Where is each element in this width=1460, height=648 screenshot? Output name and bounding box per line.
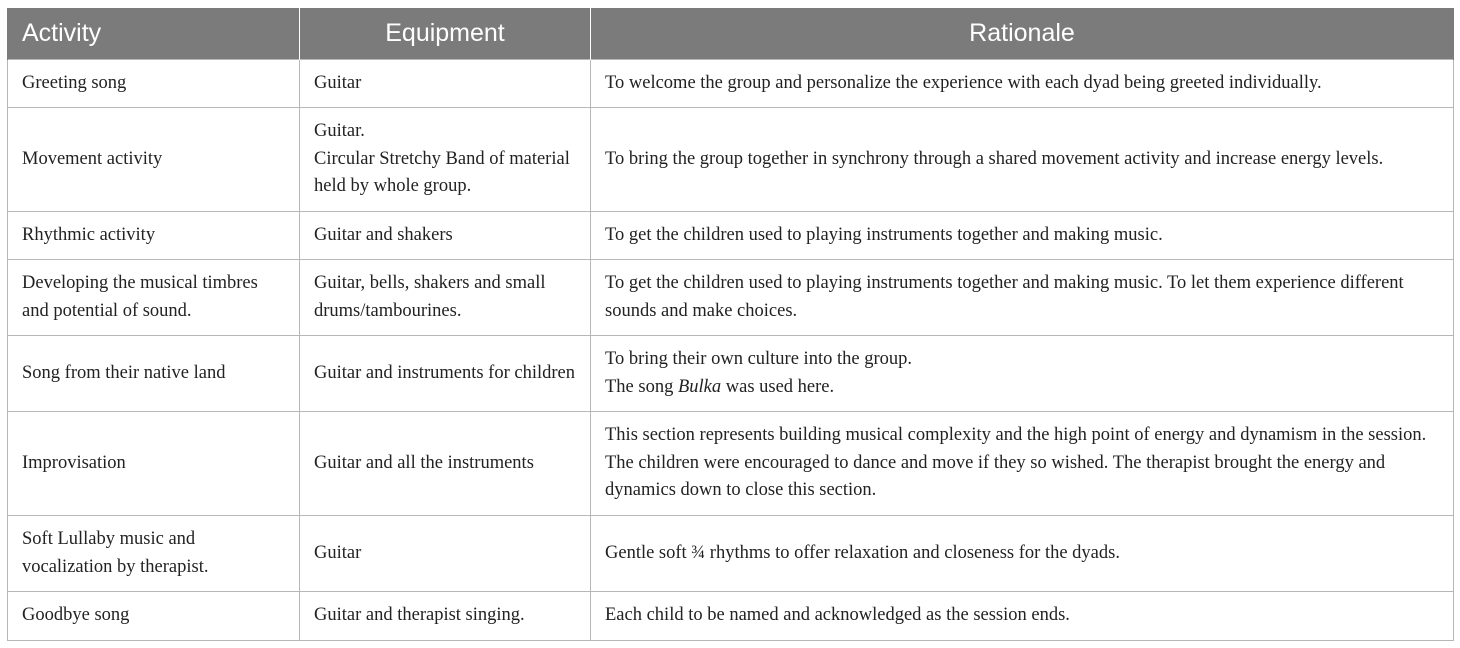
header-row bbox=[8, 8, 1454, 60]
activity-cell: Goodbye song bbox=[8, 592, 300, 641]
activities-table bbox=[7, 8, 1454, 641]
table-body bbox=[8, 60, 1454, 641]
song-prefix: The song bbox=[605, 376, 678, 397]
rationale-line: This section represents building musical complexity and the high point of energy and dynamism in the session. The children were encouraged to dance and move if they so wished. The therapist brought the energy and dynamics down to close this section. bbox=[605, 425, 1427, 501]
activity-cell: Improvisation bbox=[8, 412, 300, 516]
equipment-line: Guitar and therapist singing. bbox=[314, 605, 525, 626]
equipment-line: Guitar bbox=[314, 72, 362, 93]
table-row bbox=[8, 592, 1454, 641]
equipment-line: Guitar and instruments for children bbox=[314, 362, 575, 383]
activity-cell: Developing the musical timbres and potential of sound. bbox=[8, 260, 300, 336]
equipment-cell bbox=[300, 592, 591, 641]
rationale-line: To get the children used to playing instruments together and making music. bbox=[605, 224, 1163, 245]
rationale-cell bbox=[591, 212, 1454, 260]
rationale-cell bbox=[591, 592, 1454, 641]
activity-cell: Rhythmic activity bbox=[8, 212, 300, 260]
table-row bbox=[8, 212, 1454, 260]
rationale-cell bbox=[591, 336, 1454, 412]
rationale-line: To welcome the group and personalize the experience with each dyad being greeted individually. bbox=[605, 72, 1322, 93]
rationale-cell bbox=[591, 108, 1454, 212]
table-row bbox=[8, 108, 1454, 212]
table-row bbox=[8, 260, 1454, 336]
column-header-equipment: Equipment bbox=[300, 8, 591, 60]
equipment-cell bbox=[300, 260, 591, 336]
equipment-line: Guitar bbox=[314, 542, 362, 563]
rationale-cell bbox=[591, 260, 1454, 336]
table-row bbox=[8, 60, 1454, 108]
equipment-line: Circular Stretchy Band of material held by whole group. bbox=[314, 148, 570, 197]
rationale-line: Each child to be named and acknowledged as the session ends. bbox=[605, 605, 1070, 626]
equipment-cell bbox=[300, 516, 591, 592]
rationale-cell bbox=[591, 60, 1454, 108]
equipment-line: Guitar. bbox=[314, 121, 365, 142]
song-suffix: was used here. bbox=[721, 376, 835, 397]
activity-cell: Movement activity bbox=[8, 108, 300, 212]
equipment-cell bbox=[300, 412, 591, 516]
activity-cell: Greeting song bbox=[8, 60, 300, 108]
equipment-line: Guitar and all the instruments bbox=[314, 452, 534, 473]
table-row bbox=[8, 412, 1454, 516]
table-row bbox=[8, 336, 1454, 412]
rationale-line: To get the children used to playing instruments together and making music. To let them experience different sounds and make choices. bbox=[605, 273, 1404, 321]
table-header bbox=[8, 8, 1454, 60]
equipment-line: Guitar, bells, shakers and small drums/tambourines. bbox=[314, 273, 546, 321]
activity-cell: Soft Lullaby music and vocalization by therapist. bbox=[8, 516, 300, 592]
rationale-song-line bbox=[605, 374, 1439, 402]
table-row bbox=[8, 516, 1454, 592]
equipment-cell bbox=[300, 212, 591, 260]
column-header-activity: Activity bbox=[8, 8, 300, 60]
equipment-line: Guitar and shakers bbox=[314, 224, 453, 245]
column-header-rationale: Rationale bbox=[591, 8, 1454, 60]
rationale-line: To bring the group together in synchrony through a shared movement activity and increase energy levels. bbox=[605, 148, 1384, 169]
equipment-cell bbox=[300, 108, 591, 212]
equipment-cell bbox=[300, 336, 591, 412]
activity-cell: Song from their native land bbox=[8, 336, 300, 412]
equipment-cell bbox=[300, 60, 591, 108]
song-title: Bulka bbox=[677, 376, 722, 397]
rationale-line: Gentle soft ¾ rhythms to offer relaxation and closeness for the dyads. bbox=[605, 542, 1120, 563]
rationale-line: To bring their own culture into the group. bbox=[605, 349, 912, 369]
rationale-cell bbox=[591, 516, 1454, 592]
rationale-cell bbox=[591, 412, 1454, 516]
